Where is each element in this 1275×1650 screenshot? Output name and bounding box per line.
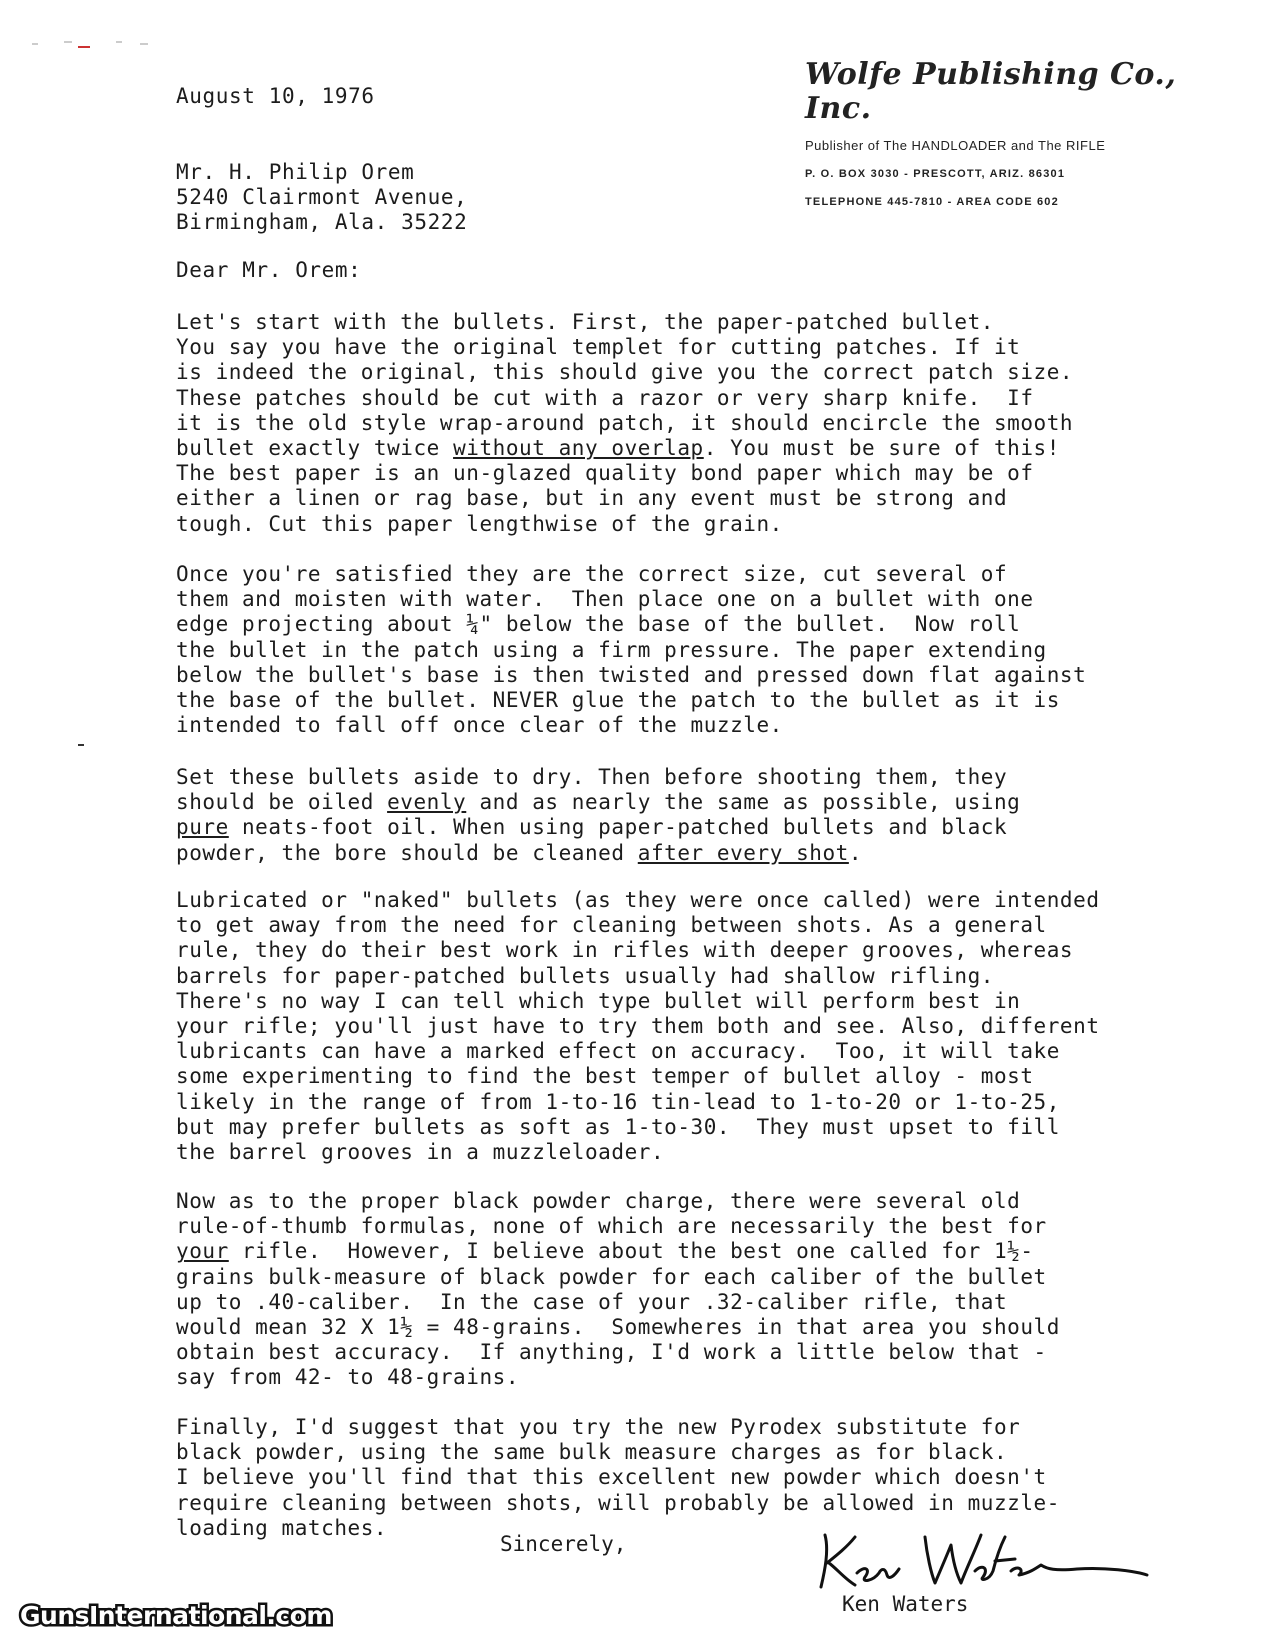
text-line: Now as to the proper black powder charge, there were several old <box>176 1189 1021 1213</box>
paragraph <box>176 310 1226 537</box>
text-line: rule, they do their best work in rifles with deeper grooves, whereas <box>176 938 1074 963</box>
recipient-city: Birmingham, Ala. 35222 <box>176 210 468 234</box>
svg-text:GunsInternational.com: GunsInternational.com <box>20 1601 332 1630</box>
text-segment: bullet exactly twice <box>176 436 454 461</box>
paragraph <box>176 765 1226 866</box>
recipient-address <box>176 160 467 235</box>
underlined-text: after every shot <box>637 840 849 865</box>
letterhead-address: P. O. BOX 3030 - PRESCOTT, ARIZ. 86301 <box>805 168 1066 180</box>
text-line: barrels for paper-patched bullets usually had shallow rifling. <box>176 963 994 988</box>
text-line: There's no way I can tell which type bullet will perform best in <box>176 988 1021 1013</box>
text-line: rule-of-thumb formulas, none of which are necessarily the best for <box>176 1214 1047 1239</box>
letterhead <box>805 58 1215 210</box>
text-line: grains bulk-measure of black powder for each caliber of the bullet <box>176 1264 1047 1289</box>
text-line: You say you have the original templet for cutting patches. If it <box>176 335 1021 360</box>
text-line: to get away from the need for cleaning between shots. As a general <box>176 913 1047 938</box>
text-line: is indeed the original, this should give you the correct patch size. <box>176 360 1074 385</box>
underlined-text: pure <box>176 815 229 840</box>
paragraph <box>176 562 1226 738</box>
text-line: below the bullet's base is then twisted and pressed down flat against <box>176 662 1087 687</box>
text-line: the barrel grooves in a muzzleloader. <box>176 1140 665 1165</box>
text-line: edge projecting about ¼" below the base of the bullet. Now roll <box>176 612 1021 637</box>
letterhead-publisher: Publisher of The HANDLOADER and The RIFLE <box>805 138 1106 153</box>
signature-name: Ken Waters <box>842 1592 969 1616</box>
text-line: These patches should be cut with a razor or very sharp knife. If <box>176 385 1034 410</box>
text-line <box>176 436 1226 461</box>
text-line: require cleaning between shots, will probably be allowed in muzzle- <box>176 1490 1060 1515</box>
scan-mark <box>78 744 84 746</box>
text-line: black powder, using the same bulk measure charges as for black. <box>176 1440 1008 1465</box>
letterhead-company: Wolfe Publishing Co., Inc. <box>805 57 1177 126</box>
text-line: the base of the bullet. NEVER glue the patch to the bullet as it is <box>176 688 1060 713</box>
text-line: would mean 32 X 1½ = 48-grains. Somewheres in that area you should <box>176 1315 1060 1340</box>
text-line <box>176 790 1226 815</box>
text-segment: . <box>848 840 863 865</box>
letterhead-phone: TELEPHONE 445-7810 - AREA CODE 602 <box>805 196 1059 208</box>
text-line: your rifle; you'll just have to try them both and see. Also, different <box>176 1014 1100 1039</box>
text-line: loading matches. <box>176 1515 388 1540</box>
letter-date: August 10, 1976 <box>176 84 375 108</box>
scan-marks <box>30 38 170 50</box>
underlined-text: your <box>176 1239 229 1264</box>
text-segment: and as nearly the same as possible, using <box>466 790 1021 815</box>
paragraph <box>176 1189 1226 1391</box>
text-line: obtain best accuracy. If anything, I'd work a little below that - <box>176 1340 1047 1365</box>
text-line: them and moisten with water. Then place one on a bullet with one <box>176 587 1034 612</box>
underlined-text: evenly <box>387 790 467 815</box>
text-line: either a linen or rag base, but in any event must be strong and <box>176 486 1008 511</box>
text-line <box>176 1239 1226 1264</box>
text-line <box>176 841 1226 866</box>
text-line: likely in the range of from 1-to-16 tin-lead to 1-to-20 or 1-to-25, <box>176 1089 1060 1114</box>
watermark-logo <box>12 1594 342 1634</box>
text-line: lubricants can have a marked effect on accuracy. Too, it will take <box>176 1039 1060 1064</box>
text-segment: neats-foot oil. When using paper-patched bullets and black <box>228 815 1008 840</box>
text-line: Set these bullets aside to dry. Then before shooting them, they <box>176 765 1008 789</box>
handwritten-signature <box>815 1525 1155 1595</box>
text-line: I believe you'll find that this excellent new powder which doesn't <box>176 1465 1047 1490</box>
paragraph <box>176 1415 1226 1541</box>
salutation: Dear Mr. Orem: <box>176 258 362 282</box>
text-line: but may prefer bullets as soft as 1-to-30. They must upset to fill <box>176 1114 1060 1139</box>
text-segment: powder, the bore should be cleaned <box>176 840 638 865</box>
text-line: tough. Cut this paper lengthwise of the grain. <box>176 511 783 536</box>
text-line: Let's start with the bullets. First, the paper-patched bullet. <box>176 310 994 334</box>
text-line: it is the old style wrap-around patch, it should encircle the smooth <box>176 410 1074 435</box>
text-segment: rifle. However, I believe about the best one called for 1½- <box>228 1239 1034 1264</box>
text-line: Lubricated or "naked" bullets (as they were once called) were intended <box>176 888 1100 912</box>
text-line <box>176 815 1226 840</box>
text-line: The best paper is an un-glazed quality bond paper which may be of <box>176 461 1034 486</box>
recipient-street: 5240 Clairmont Avenue, <box>176 185 468 209</box>
text-line: intended to fall off once clear of the muzzle. <box>176 713 783 738</box>
text-line: say from 42- to 48-grains. <box>176 1365 520 1390</box>
underlined-text: without any overlap <box>453 436 704 461</box>
text-line: Once you're satisfied they are the correct size, cut several of <box>176 562 1008 586</box>
text-segment: . You must be sure of this! <box>703 436 1060 461</box>
paragraph <box>176 888 1226 1165</box>
text-segment: should be oiled <box>176 790 388 815</box>
text-line: some experimenting to find the best temper of bullet alloy - most <box>176 1064 1034 1089</box>
closing: Sincerely, <box>500 1532 627 1556</box>
text-line: up to .40-caliber. In the case of your .32-caliber rifle, that <box>176 1289 1008 1314</box>
text-line: the bullet in the patch using a firm pressure. The paper extending <box>176 637 1047 662</box>
recipient-name: Mr. H. Philip Orem <box>176 160 415 184</box>
text-line: Finally, I'd suggest that you try the new Pyrodex substitute for <box>176 1415 1021 1439</box>
